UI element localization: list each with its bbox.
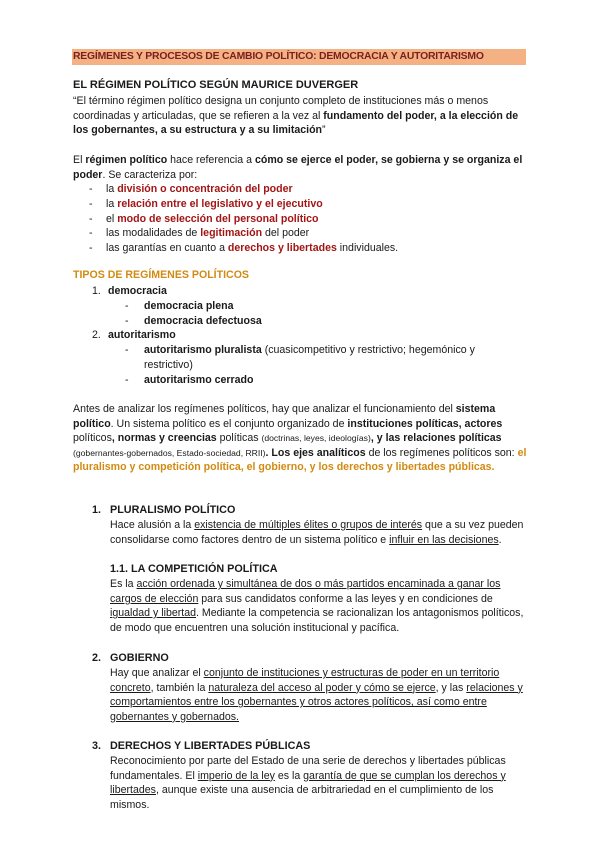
gobierno-heading: GOBIERNO xyxy=(110,652,169,664)
pluralismo-body: Hace alusión a la existencia de múltiples élites o grupos de interés que a su vez pueden consolidarse como factores dentro de un sistema político e influir en las decisiones. xyxy=(110,519,524,546)
derechos-heading: DERECHOS Y LIBERTADES PÚBLICAS xyxy=(110,740,311,752)
list-number: 2. xyxy=(92,329,101,341)
document-title: REGÍMENES Y PROCESOS DE CAMBIO POLÍTICO: DEMOCRACIA Y AUTORITARISMO xyxy=(72,49,526,65)
list-item: - la relación entre el legislativo y el ejecutivo xyxy=(89,197,323,210)
pluralismo-heading: PLURALISMO POLÍTICO xyxy=(110,504,236,516)
gobierno-body: Hay que analizar el conjunto de instituciones y estructuras de poder en un territorio concreto, también la naturaleza del acceso al poder y cómo se ejerce, y las relaciones y comportamientos entre los gobernantes y otros actores políticos, así como entre gobernantes y gobernados. xyxy=(110,667,523,723)
list-item: - la división o concentración del poder xyxy=(89,183,293,195)
tipo-democracia: democracia xyxy=(108,285,167,297)
tipos-heading: TIPOS DE REGÍMENES POLÍTICOS xyxy=(73,269,249,281)
competicion-heading: 1.1. LA COMPETICIÓN POLÍTICA xyxy=(110,563,278,575)
duverger-heading: EL RÉGIMEN POLÍTICO SEGÚN MAURICE DUVERGER xyxy=(73,79,359,91)
document-page: REGÍMENES Y PROCESOS DE CAMBIO POLÍTICO: DEMOCRACIA Y AUTORITARISMO EL RÉGIMEN POLÍTICO SEGÚN MAURICE DUVERGER “El término régimen político designa un conjunto completo de instituciones más o menos coordinadas y articuladas, que se refieren a la vez al fundamento del poder, a la elección de los gobernantes, a su estructura y a su limitación” El régimen político hace referencia a cómo se ejerce el poder, se gobierna y se organiza el poder. Se caracteriza por: - la división o concentración del poder - la relación entre el legislativo y el ejecutivo - el modo de selección del personal político - las modalidades de legitimación del poder - las garantías en cuanto a derechos y libertades individuales. TIPOS DE REGÍMENES POLÍTICOS 1. democracia - democracia plena - democracia defectuosa 2. autoritarismo - autoritarismo pluralista (cuasicompetitivo y restrictivo; hegemónico y restrictivo) - autoritarismo cerrado Antes de analizar los regímenes políticos, hay que analizar el funcionamiento del sistema político. Un sistema político es el conjunto organizado de instituciones políticas, actores políticos, normas y creencias políticas (doctrinas, leyes, ideologías), y las relaciones políticas (gobernantes-gobernados, Estado-sociedad, RRII). Los ejes analíticos de los regímenes políticos son: el pluralismo y competición política, el gobierno, y los derechos y libertades públicas. 1. PLURALISMO POLÍTICO Hace alusión a la existencia de múltiples élites o grupos de interés que a su vez pueden consolidarse como factores dentro de un sistema político e influir en las decisiones. 1.1. LA COMPETICIÓN POLÍTICA Es la acción ordenada y simultánea de dos o más partidos encaminada a ganar los cargos de elección para sus candidatos conforme a las leyes y en condiciones de igualdad y libertad. Mediante la competencia se racionalizan los antagonismos políticos, de modo que encuentren una solución institucional y pacífica. 2. GOBIERNO Hay que analizar el conjunto de instituciones y estructuras de poder en un territorio concreto, también la naturaleza del acceso al poder y cómo se ejerce, y las relaciones y comportamientos entre los gobernantes y otros actores políticos, así como entre gobernantes y gobernados. 3. DERECHOS Y LIBERTADES PÚBLICAS Reconocimiento por parte del Estado de una serie de derechos y libertades públicas fundamentales. El imperio de la ley es la garantía de que se cumplan los derechos y libertades, aunque existe una ausencia de arbitrariedad en el cumplimiento de los mismos. xyxy=(0,0,600,848)
autoritarismo-pluralista: autoritarismo pluralista (cuasicompetitivo y restrictivo; hegemónico y restrictivo) xyxy=(144,344,475,371)
derechos-body: Reconocimiento por parte del Estado de una serie de derechos y libertades públicas fundamentales. El imperio de la ley es la garantía de que se cumplan los derechos y libertades, aunque existe una ausencia de arbitrariedad en el cumplimiento de los mismos. xyxy=(110,755,506,811)
competicion-body: Es la acción ordenada y simultánea de dos o más partidos encaminada a ganar los cargos de elección para sus candidatos conforme a las leyes y en condiciones de igualdad y libertad. Mediante la competencia se racionalizan los antagonismos políticos, de modo que encuentren una solución institucional y pacífica. xyxy=(110,578,524,634)
democracia-defectuosa: democracia defectuosa xyxy=(144,315,262,327)
regimen-definition: El régimen político hace referencia a cómo se ejerce el poder, se gobierna y se organiza el poder. Se caracteriza por: xyxy=(73,154,523,181)
sistema-politico-paragraph: Antes de analizar los regímenes políticos, hay que analizar el funcionamiento del sistema político. Un sistema político es el conjunto organizado de instituciones políticas, actores políticos, normas y creencias políticas (doctrinas, leyes, ideologías), y las relaciones políticas (gobernantes-gobernados, Estado-sociedad, RRII). Los ejes analíticos de los regímenes políticos son: el pluralismo y competición política, el gobierno, y los derechos y libertades públicas. xyxy=(73,403,527,474)
list-item: - las modalidades de legitimación del poder xyxy=(89,227,310,240)
regimen-characteristics-list xyxy=(73,182,528,256)
list-item: - las garantías en cuanto a derechos y libertades individuales. xyxy=(89,242,399,255)
duverger-quote: “El término régimen político designa un conjunto completo de instituciones más o menos coordinadas y articuladas, que se refieren a la vez al fundamento del poder, a la elección de los gobernantes, a su estructura y a su limitación” xyxy=(73,95,519,137)
list-item: - el modo de selección del personal político xyxy=(89,212,319,225)
tipo-autoritarismo: autoritarismo xyxy=(108,329,176,341)
list-number: 1. xyxy=(92,285,101,297)
autoritarismo-cerrado: autoritarismo cerrado xyxy=(144,374,254,386)
democracia-plena: democracia plena xyxy=(144,300,234,312)
